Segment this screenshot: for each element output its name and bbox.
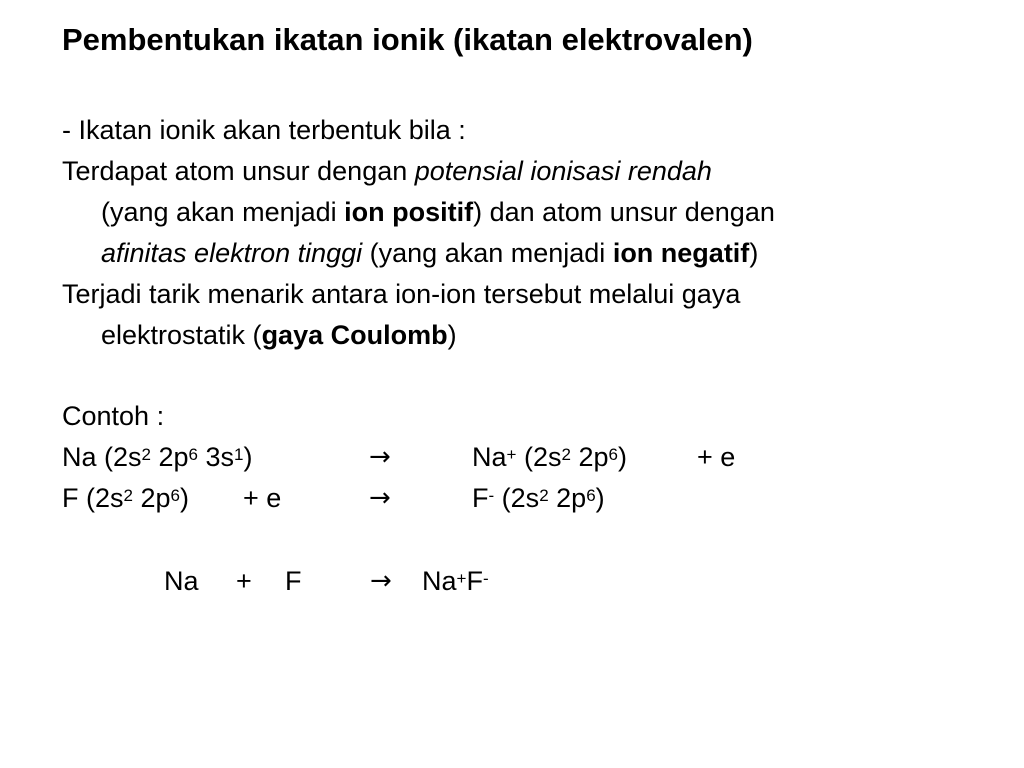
intro-text: - Ikatan ionik akan terbentuk bila : (62, 115, 466, 145)
r2r-t1: F (472, 483, 489, 513)
r1r-t1: Na (472, 442, 507, 472)
final-prod-f-sup: - (482, 569, 489, 588)
p1-text-i: ) (749, 238, 759, 268)
final-prod-na-sup: + (456, 569, 467, 588)
r2l-t3: ) (180, 483, 189, 513)
p2-line1: Terjadi tarik menarik antara ion-ion tersebut melalui gaya (62, 279, 741, 309)
r1r-s1: + (506, 445, 517, 464)
r1l-t1: Na (2s (62, 442, 142, 472)
reaction1-product (472, 441, 627, 473)
r1l-s1: 2 (141, 445, 151, 464)
reaction2-reactant (62, 482, 189, 514)
final-product (422, 565, 489, 597)
r1r-s2: 2 (561, 445, 571, 464)
p1-text-e: ) dan atom unsur dengan (473, 197, 775, 227)
slide-title: Pembentukan ikatan ionik (ikatan elektrovalen) (62, 22, 753, 57)
r2l-s1: 2 (123, 486, 133, 505)
reaction2-product (472, 482, 605, 514)
r1r-t4: ) (617, 442, 627, 472)
p2-text-b: elektrostatik ( (101, 320, 262, 350)
p1-text-g: (yang akan menjadi (362, 238, 613, 268)
p2-line2 (101, 319, 457, 351)
reaction1-arrow-icon: → (369, 442, 391, 472)
r1r-t3: 2p (570, 442, 609, 472)
r2l-t1: F (2s (62, 483, 124, 513)
final-arrow-icon: → (370, 566, 392, 596)
reaction2-arrow-icon: → (369, 483, 391, 513)
p1-line2 (101, 196, 775, 228)
final-prod-f: F (466, 566, 483, 596)
final-na: Na (164, 566, 199, 596)
r1l-s2: 6 (188, 445, 199, 464)
final-prod-na: Na (422, 566, 457, 596)
p1-line1 (62, 155, 712, 187)
r1r-s3: 6 (608, 445, 618, 464)
r2r-s2: 2 (539, 486, 549, 505)
final-plus: + (236, 566, 252, 596)
p1-line3 (101, 237, 758, 269)
p1-text-a: Terdapat atom unsur dengan (62, 156, 415, 186)
r2r-t4: ) (595, 483, 605, 513)
r2l-s2: 6 (170, 486, 180, 505)
r1l-t3: 3s (198, 442, 235, 472)
r2l-t2: 2p (132, 483, 171, 513)
r1l-s3: 1 (234, 445, 244, 464)
reaction1-electron: + e (697, 442, 736, 472)
example-label: Contoh : (62, 401, 165, 431)
r2r-s3: 6 (586, 486, 596, 505)
r2r-t2: (2s (494, 483, 540, 513)
reaction1-reactant (62, 441, 253, 473)
p1-text-c: (yang akan menjadi (101, 197, 345, 227)
r2r-s1: - (488, 486, 495, 505)
reaction2-electron: + e (243, 483, 282, 513)
p2-bold-coulomb: gaya Coulomb (261, 320, 448, 350)
p1-italic-afinitas: afinitas elektron tinggi (101, 238, 363, 268)
p1-italic-potensial: potensial ionisasi rendah (414, 156, 712, 186)
final-f: F (285, 566, 302, 596)
r1l-t4: ) (243, 442, 253, 472)
r1l-t2: 2p (151, 442, 189, 472)
p1-bold-ion-positif: ion positif (344, 197, 474, 227)
r2r-t3: 2p (548, 483, 587, 513)
p1-bold-ion-negatif: ion negatif (612, 238, 750, 268)
p2-text-d: ) (447, 320, 457, 350)
r1r-t2: (2s (516, 442, 562, 472)
